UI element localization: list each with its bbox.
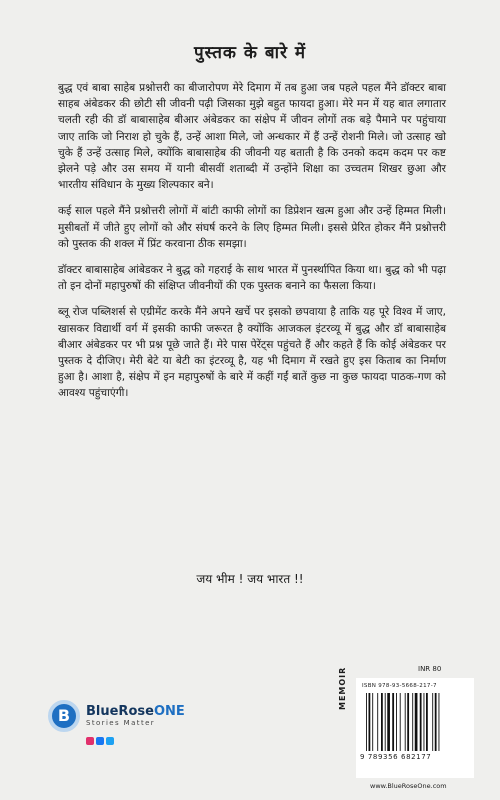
instagram-icon — [86, 737, 94, 745]
twitter-icon — [106, 737, 114, 745]
paragraph-2: कई साल पहले मैंने प्रश्नोत्तरी लोगों में बांटी काफी लोगों का डिप्रेशन खत्म हुआ और उन्हें हिम्मत मिली। मुसीबतों में जीते हुए लोगों को और संघर्ष करने के लिए हिम्मत मिली। इससे प्रेरित होकर मैंने प्रश्नोत्तरी को पुस्तक की शक्ल में प्रिंट करवाना ठीक समझा। — [58, 205, 446, 250]
page-title: पुस्तक के बारे में — [193, 43, 307, 63]
barcode-bars — [366, 693, 466, 751]
publisher-name-accent: ONE — [153, 704, 185, 719]
paragraph-3: डॉक्टर बाबासाहेब आंबेडकर ने बुद्ध को गहराई के साथ भारत में पुनर्स्थापित किया था। बुद्ध को भी पढ़ा तो इन दोनों महापुरुषों की संक्षिप्त जीवनीयों की एक पुस्तक बनाने का फैसला किया। — [58, 264, 446, 293]
paragraph-1: बुद्ध एवं बाबा साहेब प्रश्नोत्तरी का बीजारोपण मेरे दिमाग में तब हुआ जब पहले पहल मैंने डॉक्टर बाबा साहब अंबेडकर की छोटी सी जीवनी पढ़ी जिसका मुझे बहुत फायदा हुआ। मेरे मन में यह बात लगातार चलती रही की डॉ बाबासाहेब बीआर अंबेडकर का संक्षेप में जीवन लोगों तक बड़े पैमाने पर पहुंचाया जाए ताकि जो निराश हो चुके हैं, उन्हें आशा मिले, जो अन्धकार में हैं उन्हें रोशनी मिले। जो उत्साह खो चुके हैं उन्हें उत्साह मिले, क्योंकि बाबासाहेब की जीवनी यह बताती है कि उनको कदम कदम पर कष्ट झेलने पड़े और उस समय में यानी बीसवीं शताब्दी में उन्होंने शिक्षा का उच्चतम शिखर छुआ और भारतीय संविधान के मुख्य शिल्पकार बने। — [58, 82, 446, 192]
isbn-text: ISBN 978-93-5668-217-7 — [362, 683, 437, 689]
blurb-text — [58, 80, 446, 412]
barcode-number: 9 789356 682177 — [360, 753, 432, 761]
facebook-icon — [96, 737, 104, 745]
price-label: INR 80 — [418, 665, 442, 673]
genre-label: MEMOIR — [338, 666, 347, 710]
barcode-box — [356, 678, 474, 778]
publisher-logo — [48, 700, 185, 746]
logo-mark-icon: B — [48, 700, 80, 732]
publisher-tagline: Stories Matter — [86, 719, 156, 727]
closing-slogan: जय भीम ! जय भारत !! — [196, 572, 304, 586]
website-url: www.BlueRoseOne.com — [370, 782, 447, 790]
publisher-name-main: BlueRose — [86, 704, 154, 719]
publisher-name — [86, 704, 185, 719]
social-icons — [86, 730, 116, 749]
paragraph-4: ब्लू रोज पब्लिशर्स से एग्रीमेंट करके मैंने अपने खर्चे पर इसको छपवाया है ताकि यह पूरे विश्व में जाए, खासकर विद्यार्थी वर्ग में इसकी काफी जरूरत है क्योंकि आजकल इंटरव्यू में बुद्ध और डॉ बाबासाहेब बीआर अंबेडकर पर भी प्रश्न पूछे जाते हैं। मेरे पास पेरेंट्स पहुंचते हैं और कहते हैं कि कोई अंबेडकर पर पुस्तक दे दीजिए। मेरी बेटे या बेटी का इंटरव्यू है, यह भी दिमाग में रखते हुए इस किताब का निर्माण हुआ है। आशा है, संक्षेप में इन महापुरुषों के बारे में कहीं गईं बातें कुछ ना कुछ फायदा पाठक-गण को आवश्य पहुंचाएंगी। — [58, 306, 446, 400]
